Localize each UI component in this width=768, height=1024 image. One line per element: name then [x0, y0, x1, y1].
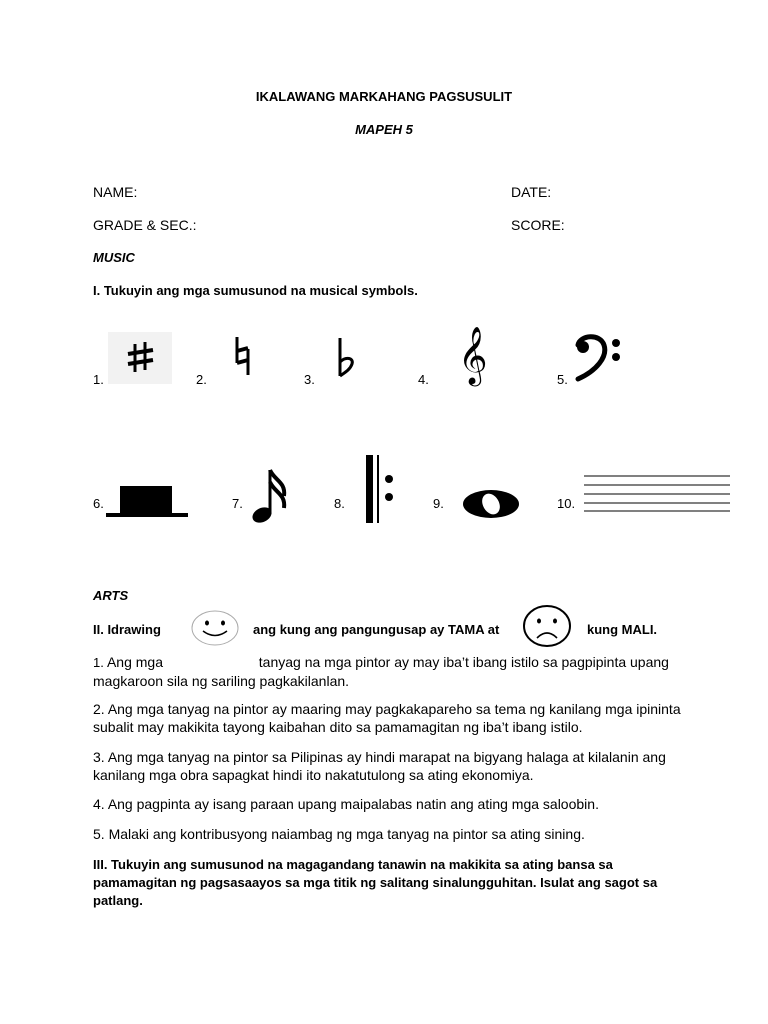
natural-icon: [232, 335, 254, 377]
symbol-number: 2.: [196, 372, 207, 387]
exam-subject: MAPEH 5: [355, 122, 413, 137]
symbol-number: 4.: [418, 372, 429, 387]
symbol-number: 5.: [557, 372, 568, 387]
treble-clef-icon: 𝄞: [458, 326, 488, 384]
arts-instruction-part1: II. Idrawing: [93, 622, 161, 637]
grade-section-label: GRADE & SEC.:: [93, 217, 197, 233]
arts-item: [93, 795, 693, 813]
item-text: Ang pagpinta ay isang paraan upang maipalabas natin ang ating mga saloobin.: [107, 796, 599, 812]
music-heading: MUSIC: [93, 250, 135, 265]
item-number: 2.: [93, 701, 105, 717]
symbol-number: 7.: [232, 496, 243, 511]
staff-icon: [584, 474, 730, 514]
whole-note-icon: [461, 487, 521, 521]
item-number: 4.: [93, 796, 105, 812]
smiley-face-icon: [190, 609, 240, 647]
item-text: Malaki ang kontribusyong naiambag ng mga tanyag na pintor sa ating sining.: [108, 826, 585, 842]
symbol-number: 8.: [334, 496, 345, 511]
arts-instruction-part3: kung MALI.: [587, 622, 658, 637]
arts-item: [93, 825, 693, 843]
item-number: 1.: [93, 655, 104, 670]
date-label: DATE:: [511, 184, 552, 200]
arts-item: [93, 653, 693, 690]
arts-instruction-part2: ang kung ang pangungusap ay TAMA at: [253, 622, 500, 637]
score-label: SCORE:: [511, 217, 565, 233]
item-text-after: tanyag na mga pintor ay may iba’t ibang istilo sa pagpipinta upang magkaroon sila ng sariling pagkakilanlan.: [93, 654, 669, 689]
symbol-number: 3.: [304, 372, 315, 387]
flat-icon: [336, 336, 356, 380]
repeat-sign-icon: [364, 453, 398, 525]
item-number: 5.: [93, 826, 105, 842]
name-label: NAME:: [93, 184, 138, 200]
arts-item: [93, 700, 693, 736]
half-rest-icon: [106, 484, 188, 520]
symbol-number: 9.: [433, 496, 444, 511]
arts-item: [93, 748, 693, 784]
item-text: Ang mga tanyag na pintor ay maaring may pagkakapareho sa tema ng kanilang mga ipininta subalit may makikita tayong kaibahan dito sa pamamagitan ng iba’t ibang istilo.: [93, 701, 681, 735]
sixteenth-note-icon: [250, 466, 292, 526]
item-text-before: Ang mga: [106, 654, 164, 670]
symbol-number: 10.: [557, 496, 576, 511]
exam-title: IKALAWANG MARKAHANG PAGSUSULIT: [255, 89, 513, 104]
arts-heading: ARTS: [93, 588, 129, 603]
item-number: 3.: [93, 749, 105, 765]
symbol-number: 6.: [93, 496, 104, 511]
part3-instruction: III. Tukuyin ang sumusunod na magagandang tanawin na makikita sa ating bansa sa pamamagitan ng pagsasaayos sa mga titik ng salitang sinalungguhitan. Isulat ang sagot sa patlang.: [93, 857, 658, 908]
sharp-icon: [108, 332, 172, 384]
bass-clef-icon: [574, 333, 624, 383]
item-text: Ang mga tanyag na pintor sa Pilipinas ay hindi marapat na bigyang halaga at kilalanin ang kanilang mga obra sapagkat hindi ito nakatutulong sa ating ekonomiya.: [93, 749, 666, 783]
sad-face-icon: [522, 604, 572, 648]
symbol-number: 1.: [93, 372, 104, 387]
music-instruction: I. Tukuyin ang mga sumusunod na musical symbols.: [93, 283, 418, 298]
